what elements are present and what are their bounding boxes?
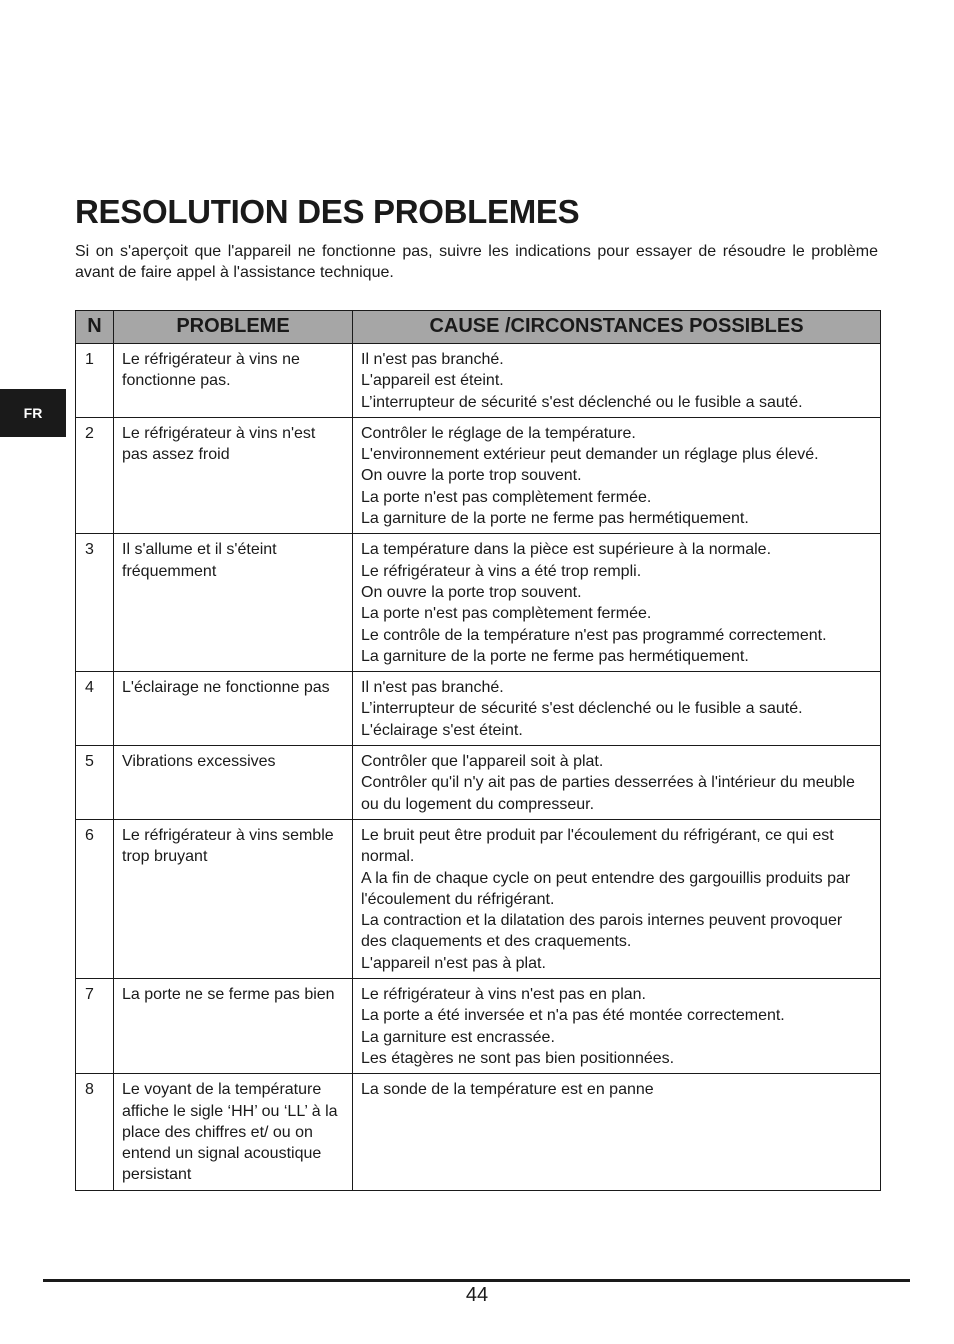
table-row [76, 819, 881, 978]
problem-cell: Vibrations excessives [114, 746, 353, 820]
header-cause: CAUSE /CIRCONSTANCES POSSIBLES [353, 311, 881, 344]
row-number: 5 [76, 746, 114, 820]
cause-line: Le contrôle de la température n'est pas programmé correctement. [361, 626, 827, 644]
intro-paragraph: Si on s'aperçoit que l'appareil ne fonctionne pas, suivre les indications pour essayer de résoudre le problème avant de faire appel à l'assistance technique. [75, 243, 878, 281]
table-row [76, 344, 881, 418]
cause-cell [353, 819, 881, 978]
table-row [76, 417, 881, 533]
cause-cell [353, 979, 881, 1074]
header-problem: PROBLEME [114, 311, 353, 344]
page-title: RESOLUTION DES PROBLEMES [75, 193, 580, 230]
troubleshooting-table [75, 310, 881, 1191]
row-number: 4 [76, 672, 114, 746]
header-n: N [76, 311, 114, 344]
cause-cell [353, 344, 881, 418]
table-row [76, 979, 881, 1074]
cause-line: La porte n'est pas complètement fermée. [361, 605, 652, 623]
problem-cell: Le voyant de la température affiche le sigle ‘HH’ ou ‘LL’ à la place des chiffres et/ ou on entend un signal acoustique persistant [114, 1074, 353, 1190]
table-row [76, 672, 881, 746]
cause-cell [353, 417, 881, 533]
cause-line: La garniture est encrassée. [361, 1028, 555, 1046]
cause-line: Les étagères ne sont pas bien positionnées. [361, 1049, 675, 1067]
cause-line: L'environnement extérieur peut demander un réglage plus élevé. [361, 446, 819, 464]
cause-line: Le réfrigérateur à vins a été trop rempli. [361, 562, 642, 580]
cause-line: Contrôler le réglage de la température. [361, 424, 636, 442]
cause-line: Le réfrigérateur à vins n'est pas en plan. [361, 986, 646, 1004]
cause-line: L’interrupteur de sécurité s'est déclenché ou le fusible a sauté. [361, 700, 803, 718]
cause-line: La contraction et la dilatation des parois internes peuvent provoquer des claquements et des craquements. [361, 912, 843, 951]
problem-cell: Le réfrigérateur à vins n'est pas assez froid [114, 417, 353, 533]
problem-cell: Le réfrigérateur à vins ne fonctionne pas. [114, 344, 353, 418]
row-number: 2 [76, 417, 114, 533]
table-row [76, 746, 881, 820]
cause-cell [353, 746, 881, 820]
problem-cell: L'éclairage ne fonctionne pas [114, 672, 353, 746]
table-row [76, 534, 881, 672]
cause-line: La température dans la pièce est supérieure à la normale. [361, 541, 772, 559]
cause-line: On ouvre la porte trop souvent. [361, 583, 582, 601]
table-row [76, 1074, 881, 1190]
row-number: 7 [76, 979, 114, 1074]
language-tab: FR [0, 389, 66, 437]
cause-line: La garniture de la porte ne ferme pas hermétiquement. [361, 510, 749, 528]
cause-cell [353, 1074, 881, 1190]
cause-cell [353, 534, 881, 672]
cause-line: On ouvre la porte trop souvent. [361, 467, 582, 485]
cause-line: A la fin de chaque cycle on peut entendre des gargouillis produits par l'écoulement du réfrigérant. [361, 869, 851, 908]
row-number: 8 [76, 1074, 114, 1190]
cause-line: La porte a été inversée et n'a pas été montée correctement. [361, 1007, 785, 1025]
problem-cell: Il s'allume et il s'éteint fréquemment [114, 534, 353, 672]
row-number: 1 [76, 344, 114, 418]
cause-line: L’interrupteur de sécurité s'est déclenché ou le fusible a sauté. [361, 393, 803, 411]
cause-line: Il n'est pas branché. [361, 679, 504, 697]
cause-line: Contrôler qu'il n'y ait pas de parties desserrées à l'intérieur du meuble ou du logement du compresseur. [361, 774, 855, 813]
cause-line: L'appareil n'est pas à plat. [361, 954, 546, 972]
cause-line: L'éclairage s'est éteint. [361, 721, 523, 739]
cause-line: La sonde de la température est en panne [361, 1081, 654, 1099]
cause-line: Le bruit peut être produit par l'écoulement du réfrigérant, ce qui est normal. [361, 826, 834, 866]
cause-line: Il n'est pas branché. [361, 351, 504, 368]
cause-line: L'appareil est éteint. [361, 372, 504, 390]
row-number: 3 [76, 534, 114, 672]
cause-line: La porte n'est pas complètement fermée. [361, 488, 652, 506]
footer-divider [43, 1279, 910, 1282]
row-number: 6 [76, 819, 114, 978]
cause-cell [353, 672, 881, 746]
cause-line: Contrôler que l'appareil soit à plat. [361, 753, 604, 771]
cause-line: La garniture de la porte ne ferme pas hermétiquement. [361, 647, 749, 665]
page-number: 44 [465, 1284, 489, 1306]
table-header-row [76, 311, 881, 344]
problem-cell: La porte ne se ferme pas bien [114, 979, 353, 1074]
problem-cell: Le réfrigérateur à vins semble trop bruyant [114, 819, 353, 978]
